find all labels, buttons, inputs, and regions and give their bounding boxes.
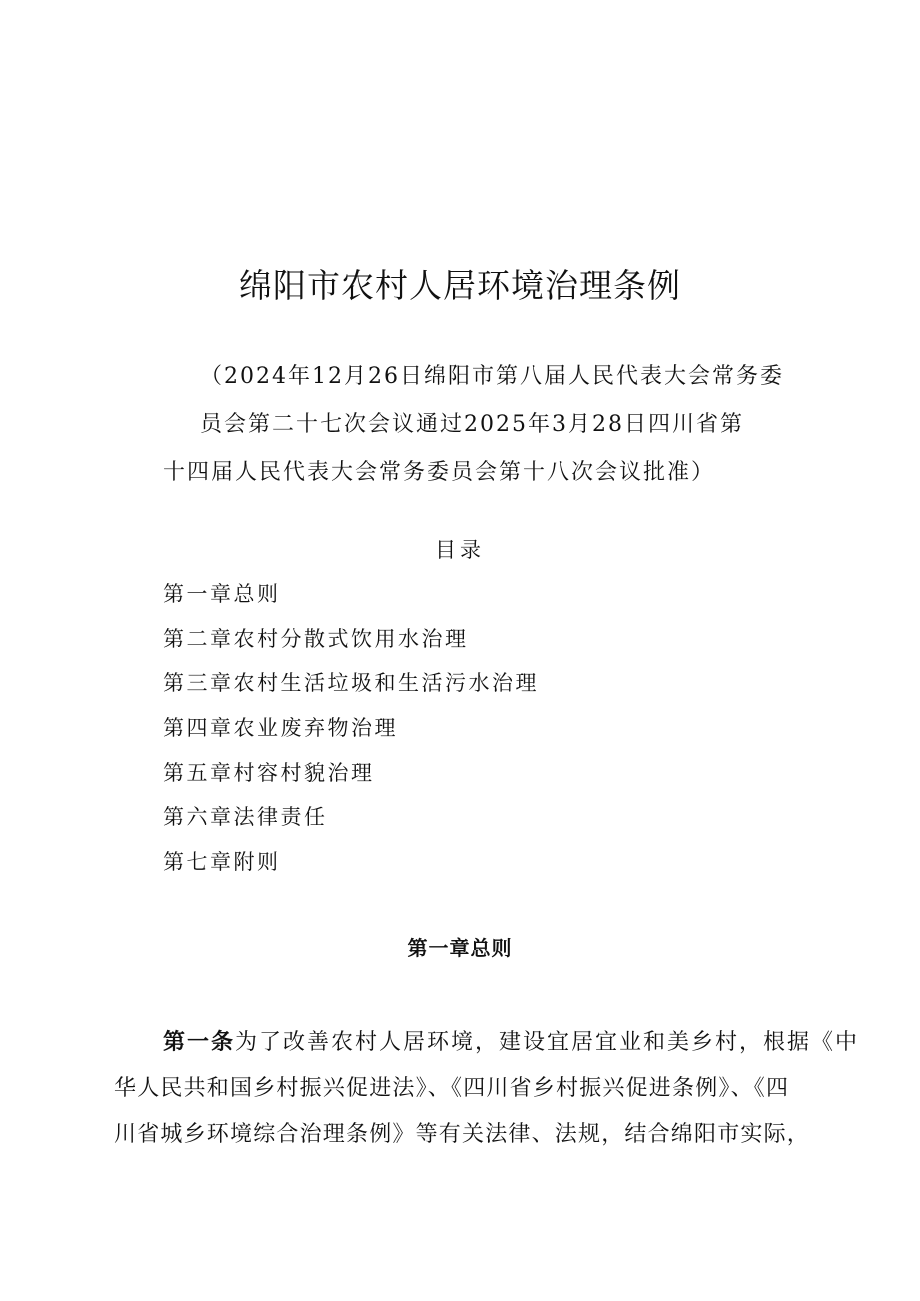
article-1: [0, 1020, 859, 1158]
article-1-line-1: [163, 1020, 859, 1066]
toc-item-chapter-6: 第六章法律责任: [163, 805, 328, 830]
article-1-text-line-1: 为了改善农村人居环境，建设宜居宜业和美乡村，根据《中: [235, 1030, 860, 1055]
toc-item-chapter-7: 第七章附则: [163, 850, 281, 875]
toc-heading: 目录: [435, 538, 485, 562]
toc-item-chapter-4: 第四章农业废弃物治理: [163, 716, 398, 741]
document-title: 绵阳市农村人居环境治理条例: [239, 266, 681, 305]
table-of-contents: [163, 578, 539, 891]
toc-item-chapter-5: 第五章村容村貌治理: [163, 760, 375, 785]
article-1-label: 第一条: [163, 1030, 236, 1055]
adoption-note-line-3: 十四届人民代表大会常务委员会第十八次会议批准）: [163, 460, 716, 485]
adoption-note: [0, 353, 784, 497]
article-1-text-line-3: 川省城乡环境综合治理条例》等有关法律、法规，结合绵阳市实际，: [114, 1122, 811, 1147]
chapter-1-heading: 第一章总则: [407, 936, 513, 960]
toc-item-chapter-3: 第三章农村生活垃圾和生活污水治理: [163, 671, 539, 696]
adoption-note-line-2: 员会第二十七次会议通过2025年3月28日四川省第: [200, 412, 744, 437]
toc-item-chapter-1: 第一章总则: [163, 582, 281, 606]
article-1-text-line-2: 华人民共和国乡村振兴促进法》、《四川省乡村振兴促进条例》、《四: [114, 1076, 790, 1101]
toc-item-chapter-2: 第二章农村分散式饮用水治理: [163, 626, 469, 651]
adoption-note-line-1: （2024年12月26日绵阳市第八届人民代表大会常务委: [200, 364, 784, 389]
